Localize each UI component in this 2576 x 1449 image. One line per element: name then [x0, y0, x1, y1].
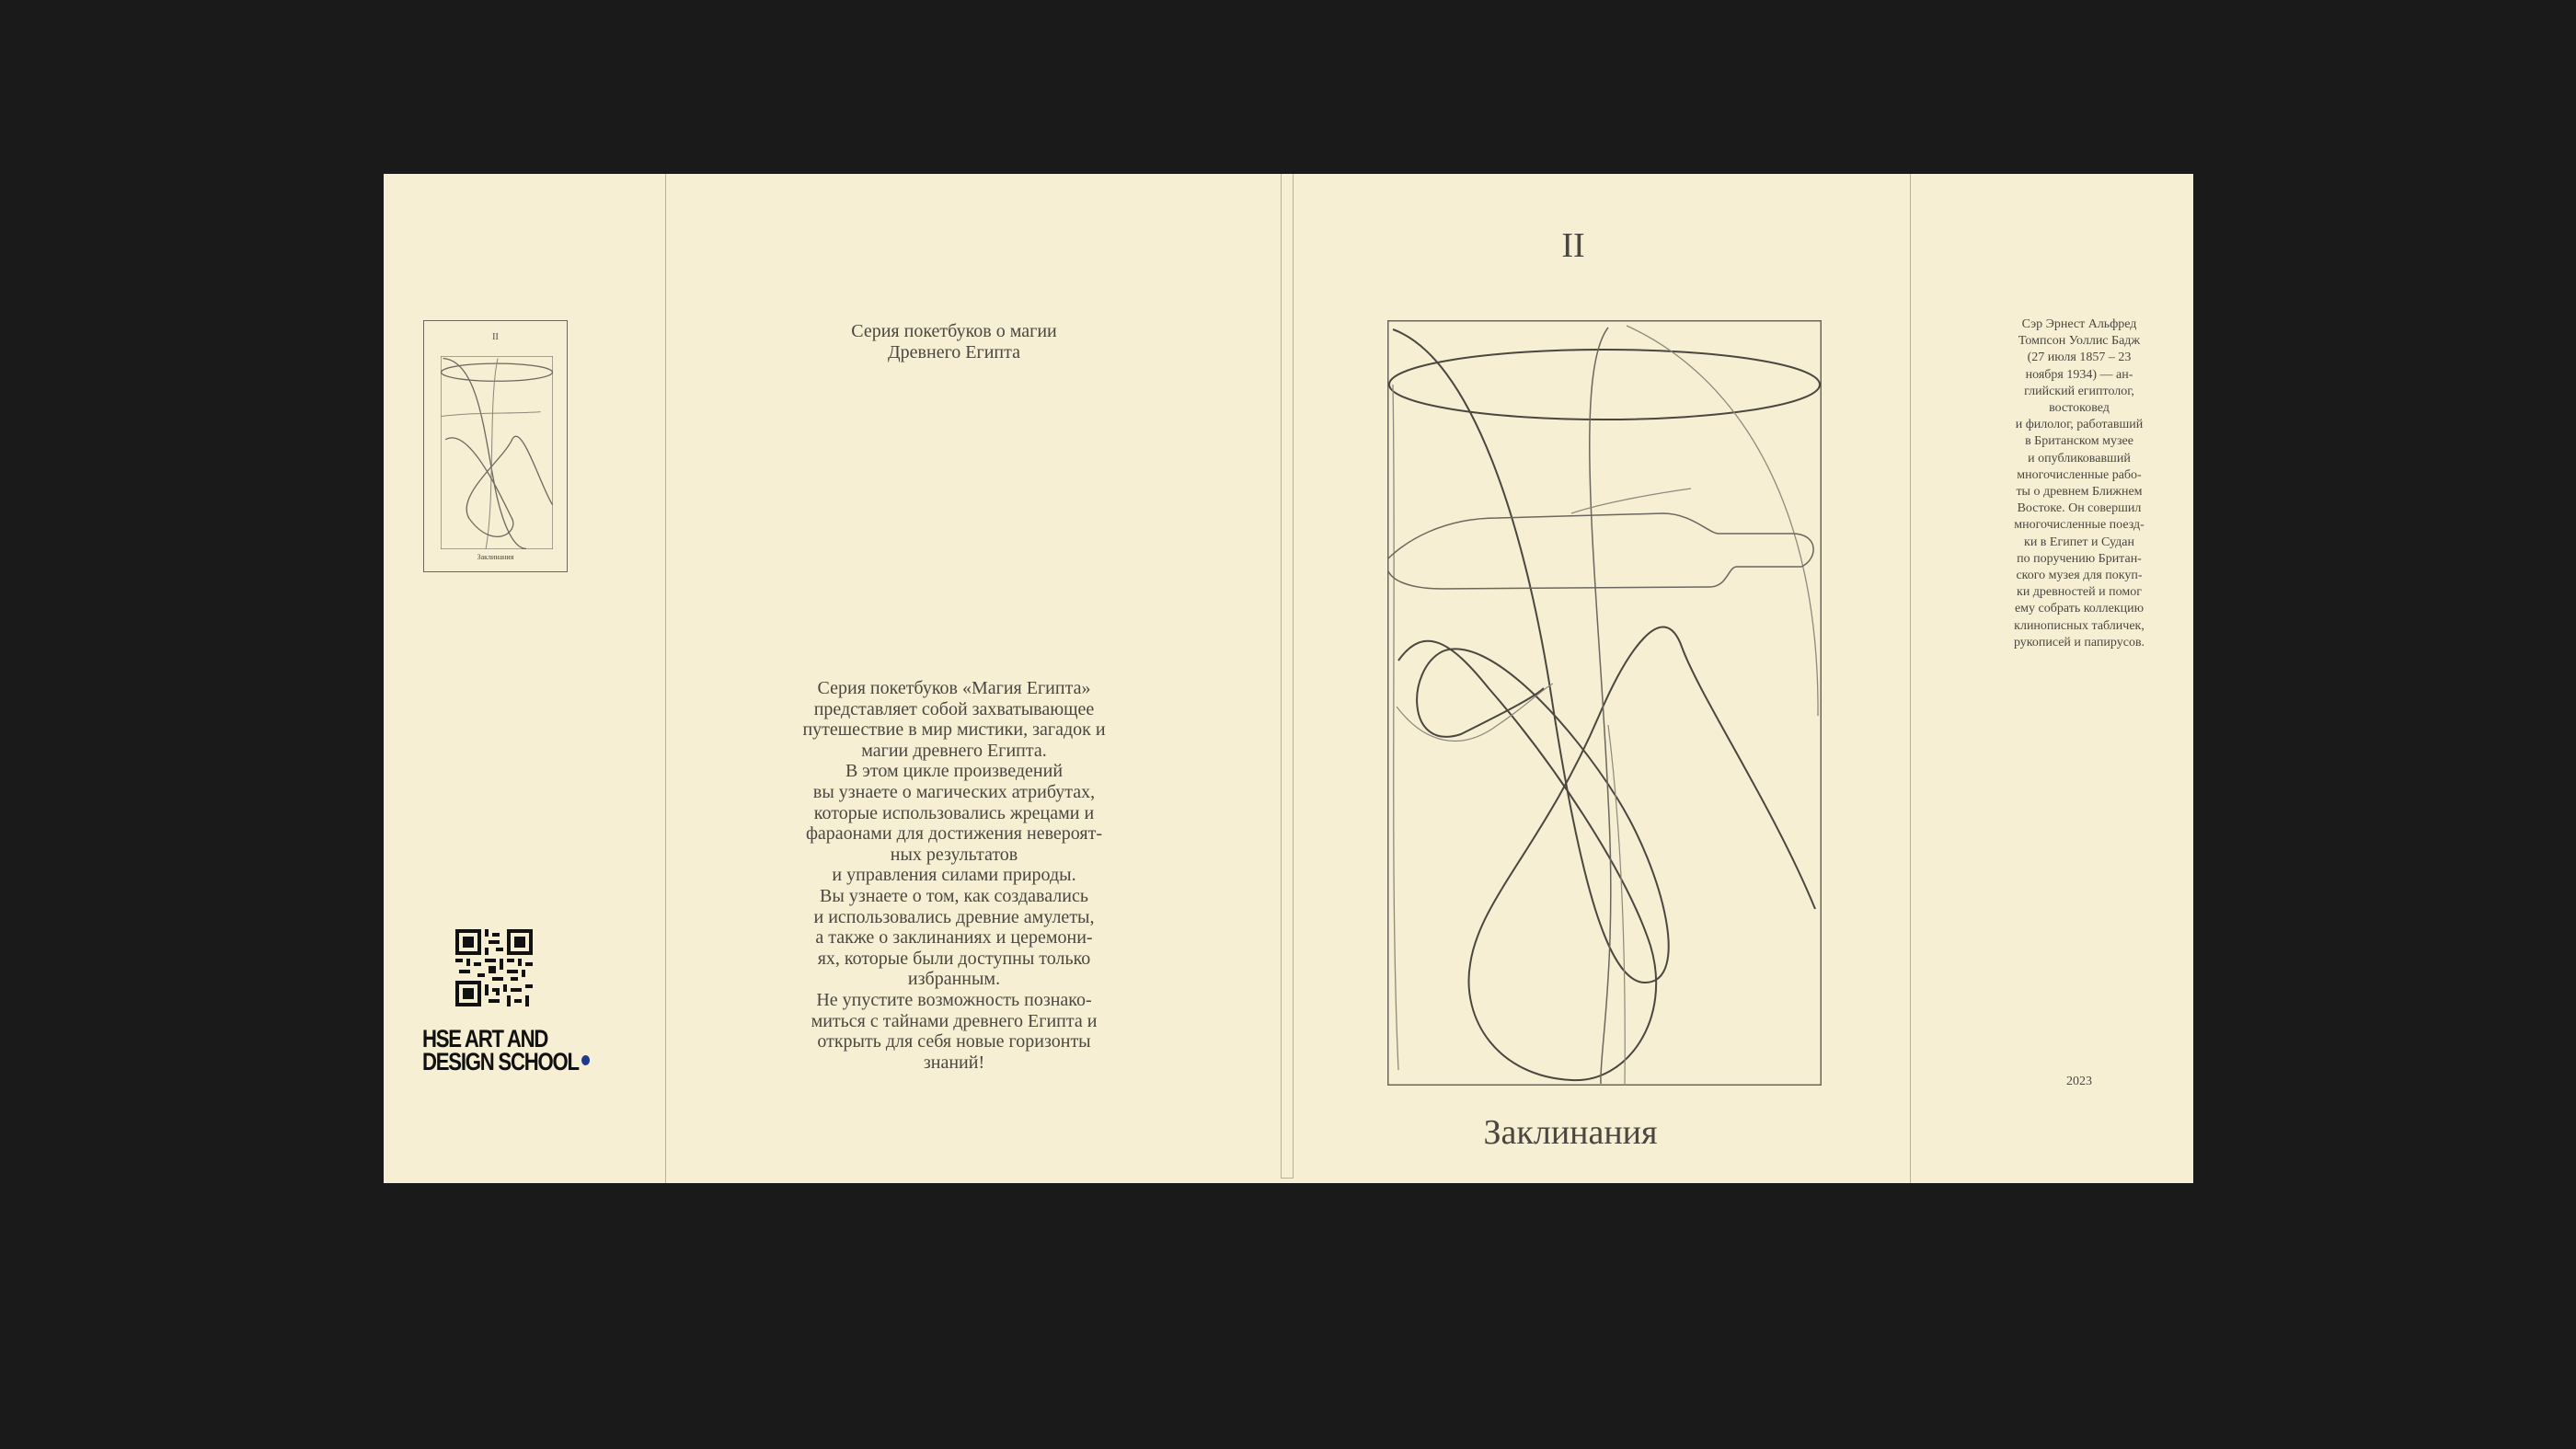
cover-title: Заклинания — [1483, 1113, 1658, 1152]
volume-numeral: II — [1561, 226, 1585, 265]
logo-line-2: DESIGN SCHOOL — [422, 1048, 579, 1075]
logo-line-1: HSE ART AND — [422, 1025, 548, 1052]
series-title: Серия покетбуков о магии Древнего Египта — [851, 321, 1057, 362]
cover-thumbnail — [423, 320, 568, 572]
book-jacket-spread — [384, 174, 2193, 1183]
qr-code-icon[interactable] — [455, 929, 533, 1006]
thumbnail-title: Заклинания — [477, 553, 514, 561]
cover-line-art — [1387, 320, 1822, 1086]
author-biography: Сэр Эрнест Альфред Томпсон Уоллис Бадж (27 июля 1857 – 23 ноября 1934) — ан- глийский египтолог, востоковед и филолог, работавший в Британском музее и опубликовавший многочисленные рабо- ты о древнем Ближнем Востоке. Он совершил многочисленные поезд- ки в Египет и Судан по поручению Британ- ского музея для покуп- ки древностей и помог ему собрать коллекцию клинописных табличек, рукописей и папирусов. — [2013, 317, 2145, 650]
hse-art-and-design-school-logo — [422, 1025, 590, 1075]
logo-badge-icon — [581, 1055, 590, 1065]
fold-line-left-flap — [665, 174, 666, 1183]
fold-line-right-flap — [1910, 174, 1911, 1183]
series-description: Серия покетбуков «Магия Египта» представляет собой захватывающее путешествие в мир мистики, загадок и магии древнего Египта. В этом цикле произведений вы узнаете о магических атрибутах, которые использовались жрецами и фараонами для достижения невероят- ных результатов и управления силами природы. Вы узнаете о том, как создавались и использовались древние амулеты, а также о заклинаниях и церемони- ях, которые были доступны только избранным. Не упустите возможность познако- миться с тайнами древнего Египта и открыть для себя новые горизонты знаний! — [802, 678, 1106, 1073]
thumbnail-volume-numeral: II — [492, 332, 499, 342]
publication-year: 2023 — [2066, 1075, 2092, 1088]
spine — [1281, 174, 1294, 1179]
thumbnail-line-art — [441, 356, 553, 549]
